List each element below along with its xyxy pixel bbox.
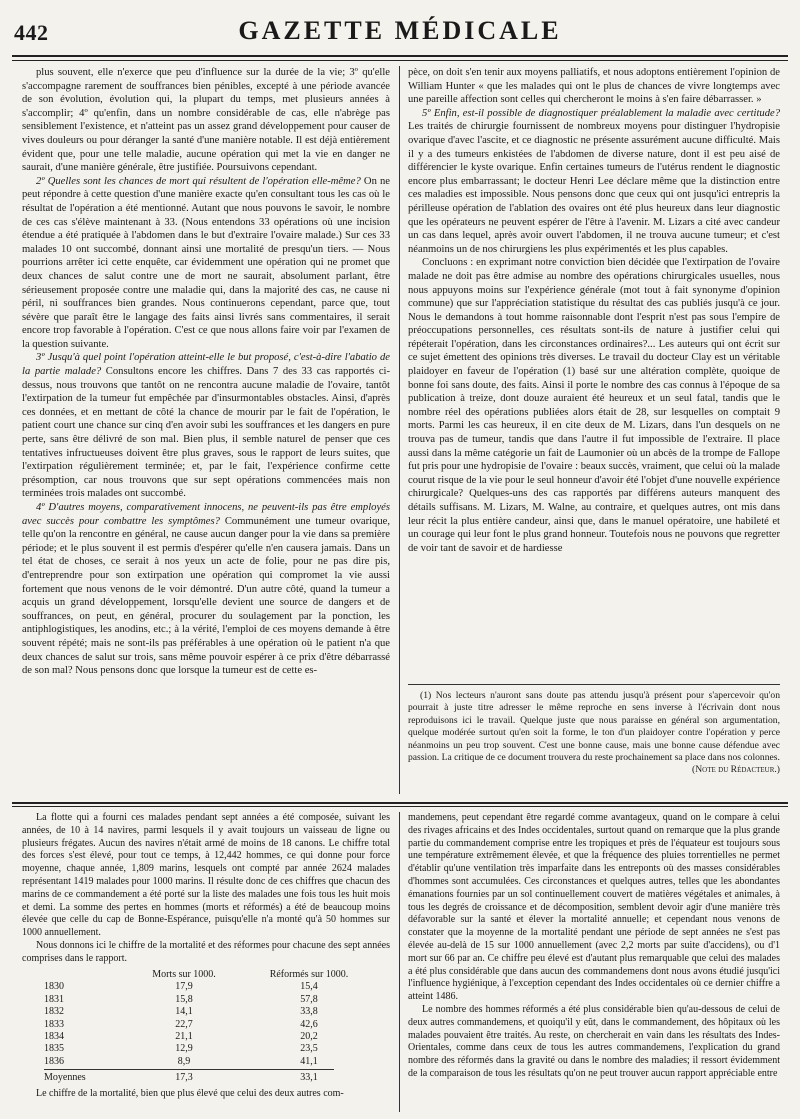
table-row — [44, 1019, 390, 1031]
average-morts: 17,3 — [175, 1072, 193, 1084]
table-rule — [44, 1069, 334, 1070]
row-morts: 8,9 — [177, 1055, 191, 1067]
row-year: 1832 — [44, 1006, 64, 1018]
table-average-row — [44, 1072, 390, 1084]
section-rule-thin — [12, 806, 788, 807]
footnote — [408, 690, 780, 794]
question-4: 4º D'autres moyens, comparativement innocens, ne peuvent-ils pas être employés avec succès pour combattre les symptômes? — [22, 502, 390, 527]
table-rows — [44, 981, 390, 1068]
question-3: 3º Jusqu'à quel point l'opération atteint-elle le but proposé, c'est-à-dire l'abatio de la partie malade? — [22, 352, 390, 378]
row-reformes: 33,8 — [300, 1006, 318, 1018]
footnote-signature: (Note du Rédacteur.) — [692, 764, 780, 776]
paragraph-reformes: Le nombre des hommes réformés a été plus considérable bien qu'au-dessous de celui de deux autres commandemens, et quoiqu'il y eût, dans le commandement, des hôpitaux où les malades pouvaient être traités. Au reste, on chercherait en vain dans les résultats des Indes-Orientales, comme dans ceux de tous les autres commandemens, l'explication du grand nombre des réformés dans la gravité ou dans le nombre des maladies; il ressort évidemment de la comparaison de tous les résultats qu'on ne peut trouver aucun rapport appréciable entre — [408, 1003, 780, 1079]
row-year: 1835 — [44, 1043, 64, 1055]
row-morts: 17,9 — [175, 981, 193, 993]
row-year: 1830 — [44, 981, 64, 993]
question-2: 2º Quelles sont les chances de mort qui résultent de l'opération elle-même? — [36, 175, 361, 187]
footnote-rule — [408, 684, 780, 685]
row-morts: 14,1 — [175, 1006, 193, 1018]
row-year: 1834 — [44, 1030, 64, 1042]
table-row — [44, 1056, 390, 1068]
paragraph-6 — [408, 107, 780, 257]
column-top-left — [22, 66, 390, 794]
paragraph-conclusion: Concluons : en exprimant notre conviction bien décidée que l'extirpation de l'ovaire malade ne doit pas être admise au nombre des opérations chirurgicales usuelles, nous nous appuyons moins sur l'expérience générale (mot tout à fait synonyme d'opinion commune) que sur l'appréciation statistique du résultat des cas publiés jusqu'à ce jour. Nous le demandons à tout homme raisonnable dont l'esprit n'est pas sous l'empire de préoccupations personnelles, ces résultats sont-ils de nature à justifier celui qui répéterait l'opération, dans les circonstances ordinaires?... Les auteurs qui ont écrit sur ce sujet émettent des opinions très diverses. Le travail du docteur Clay est un véritable plaidoyer en faveur de l'opération (1) basé sur une altération complète, quoique de bonne foi sans doute, des faits. Ainsi il porte le nombre des cas connus à l'époque de sa publication à treize, dont douze auraient été heureux et un seul fatal, tandis que le nombre réel des opérations publiées alors était de 28, sur lesquelles on comptait 9 morts. Parmi les cas heureux, il en cite deux de M. Lizars, dans l'un desquels on ne trouva pas de tumeur, tandis que dans l'autre il fut impossible de l'extraire. Il place aussi dans la même catégorie un fait de Laumonier où un abcès de la trompe de Fallope fut pris pour une hydropisie de l'ovaire : beaux succès, vraiment, que celui où la malade courut risque de la vie pour le seul honneur d'avoir été l'objet d'une nouvelle expérience chirurgicale? Quelques-uns des cas rapportés par différens auteurs manquent des détails suffisans. M. Lizars, M. Walne, au contraire, et quelques autres, ont mis dans leur récit la plus entière candeur, ainsi que, dans le manuel opératoire, une habileté et un courage qui leur font le plus grand honneur. Toutefois nous ne pouvons que regretter de voir tant de savoir et de hardiesse — [408, 257, 780, 554]
table-row — [44, 981, 390, 993]
paragraph-1: plus souvent, elle n'exerce que peu d'influence sur la durée de la vie; 3º qu'elle s'accompagne rarement de souffrances bien pénibles, excepté à une période avancée de son évolution, évolution qui, la plupart du temps, met plusieurs années à s'accomplir; 4º qu'enfin, dans un nombre considérable de cas, elle n'abrège pas sensiblement l'existence, et n'atteint pas un assez grand développement pour causer de vives douleurs ou pour déranger la santé d'une manière notable. Il est déjà entièrement évident que, pour une telle maladie, aucune opération qui met la vie en danger ne saurait, d'une manière générale, être justifiée. Poursuivons cependant. — [22, 67, 390, 174]
column-bottom-left — [22, 812, 390, 1112]
paragraph-fleet: La flotte qui a fourni ces malades pendant sept années a été composée, suivant les années, de 10 à 14 navires, parmi lesquels il y avait toujours un vaisseau de ligne ou plusieurs frégates. Aucun des navires n'était armé de moins de 18 canons. Le chiffre total des forces s'est élevé, pour tout ce temps, à 12,442 hommes, ce qui donne pour force moyenne, chaque année, 1,809 marins, lesquels ont compté par année 2624 malades représentant 1419 malades pour 1000 marins. Il résulte donc de ces chiffres que chacun des marins de ce commandement a été porté sur la liste des malades une fois tous les huit mois et demi. La somme des pertes en hommes (morts et réformés) a été de beaucoup moins élevée que celle du cap de Bonne-Espérance, puisqu'elle n'a monté qu'à 50 hommes sur 1000 annuellement. — [22, 812, 390, 939]
table-row — [44, 1006, 390, 1018]
row-reformes: 42,6 — [300, 1018, 318, 1030]
header-reformes: Réformés sur 1000. — [269, 968, 349, 980]
row-morts: 21,1 — [175, 1030, 193, 1042]
answer-3: Consultons encore les chiffres. Dans 7 des 33 cas rapportés ci-dessus, nous trouvons que tantôt on ne rencontra aucune maladie de l'ovaire, tantôt l'extirpation de la tumeur fut empêchée par d'insurmontables obstacles. Ainsi, d'après ces données, et en mettant de côté la chance de mourir par le fait de l'opération, le patient court une chance sur cinq d'en avoir subi les souffrances et les dangers en pure perte, sans être délivré de son mal. Bien plus, il semble naturel de penser que ces tentatives infructueuses doivent être plus graves, sous le rapport de leurs suites, que l'extirpation régulièrement terminée; et, par le fait, l'expérience confirme cette présomption, car nous trouvons que sur sept opérations commencées mais non terminées trois malades ont succombé. — [22, 366, 390, 500]
row-morts: 15,8 — [175, 993, 193, 1005]
footnote-text: (1) Nos lecteurs n'auront sans doute pas attendu jusqu'à présent pour s'apercevoir qu'on pourrait à juste titre adresser le même reproche en sens inverse à l'écrivain dont nous reproduisons ici le travail. Quelque juste que nous paraisse en général son argumentation, quelque modérée surtout qu'en soit la forme, le ton d'un plaidoyer contre l'opération y perce néanmoins un peu trop souvent. C'est une bonne cause, mais une bonne cause défendue avec passion. La critique de ce document trouvera du reste prochainement sa place dans nos colonnes. — [408, 690, 780, 764]
answer-2: On ne peut répondre à cette question d'une manière exacte qu'en consultant tous les cas où le résultat de l'opération a été mentionné. Autant que nous pouvons le savoir, le nombre de ces cas s'élève maintenant à 33. (Nous entendons 33 opérations où une incision étendue a été pratiquée à l'abdomen dans le but d'extraire l'ovaire malade.) Sur ces 33 malades 10 ont succombé, donnant ainsi une mortalité de presqu'un tiers. — Nous pourrions arrêter ici cette enquête, car évidemment une opération qui ne promet que deux chances de salut contre une de mort ne saurait, absolument parlant, être sérieusement proposée contre une maladie qui, dans la majorité des cas, ne cause ni péril, ni souffrances bien grandes. Nous continuerons cependant, parce que, tout sévère que paraît être le langage des faits ainsi livrés sans commentaires, il serait encore trop favorable à l'opération. C'est ce que nous allons faire voir par l'examen de la question suivante. — [22, 175, 390, 350]
row-year: 1836 — [44, 1055, 64, 1067]
header-rule-thin — [12, 60, 788, 61]
paragraph-2 — [22, 175, 390, 352]
paragraph-table-intro: Nous donnons ici le chiffre de la mortalité et des réformes pour chacune des sept années comprises dans le rapport. — [22, 939, 390, 964]
paragraph-mortality: Le chiffre de la mortalité, bien que plus élevé que celui des deux autres com- — [36, 1087, 344, 1099]
mortality-table — [44, 969, 390, 1085]
average-reformes: 33,1 — [300, 1072, 318, 1084]
column-top-right — [408, 66, 780, 678]
table-row — [44, 1031, 390, 1043]
page-number: 442 — [14, 20, 49, 45]
row-reformes: 23,5 — [300, 1043, 318, 1055]
question-5: 5º Enfin, est-il possible de diagnostiquer préalablement la maladie avec certitude? — [422, 107, 780, 119]
column-divider-bottom — [399, 812, 400, 1112]
answer-5: Les traités de chirurgie fournissent de nombreux moyens pour distinguer l'hydropisie ovarique d'avec l'ascite, et ce diagnostic ne présente assurément aucune difficulté. Mais il y a des tumeurs enkistées de l'abdomen de diverse nature, dont il est peu aisé de différencier le kyste ovarique. Enfin certaines tumeurs de l'utérus rendent le diagnostic encore plus embarrassant; le docteur Henri Lee déclare même que la distinction entre ces maladies est impossible. Nous pensons donc que ceux qui ont jusqu'ici entrepris la périlleuse opération de l'ablation des ovaires ont été plus heureux dans leur diagnostic que les opérateurs ne peuvent espérer de l'être à l'avenir. M. Lizars a cité avec candeur un cas dans lequel, après avoir ouvert l'abdomen, il ne trouva aucune tumeur; et c'est néanmoins un de nos chirurgiens les plus expérimentés et les plus capables. — [408, 121, 780, 255]
row-morts: 22,7 — [175, 1018, 193, 1030]
section-rule — [12, 802, 788, 804]
header-morts: Morts sur 1000. — [152, 968, 216, 980]
row-year: 1831 — [44, 993, 64, 1005]
row-reformes: 57,8 — [300, 993, 318, 1005]
column-divider — [399, 66, 400, 794]
average-label: Moyennes — [44, 1072, 86, 1084]
row-reformes: 15,4 — [300, 981, 318, 993]
header-rule — [12, 55, 788, 57]
table-row — [44, 994, 390, 1006]
paragraph-commandemens: mandemens, peut cependant être regardé comme avantageux, quand on le compare à celui des rivages africains et des Indes occidentales, surtout quand on remarque que la plus grande partie du commandement comprise entre les tropiques et près de l'équateur est toujours sous une température extrêmement élevée, et que la fréquence des pluies torrentielles ne permet d'établir qu'une ventilation très imparfaite dans les entreponts où des masses considérables d'hommes sont accumulées. Ces circonstances et quelques autres, telles que les abondantes émanations fournies par un sol continuellement couvert de matières végétales et animales, à tous les degrés de croissance et de décomposition, semblent devoir agir d'une manière très défavorable sur la santé et élever la mortalité annuelle; et cependant nous venons de constater que la moyenne de la mortalité pendant une période de sept années ne s'est pas élevée au-delà de 15 sur 1000 annuellement (avec 2,2 morts par suite d'accidens), ou d'1 mort sur 66 par an. Ce chiffre peu élevé est d'autant plus remarquable que celui des malades a été plus considérable que dans aucun des commandemens dont nous avons étudié jusqu'ici l'influence hygiénique, à l'exception cependant des Indes occidentales où ce dernier chiffre a atteint 1486. — [408, 812, 780, 1003]
paragraph-4 — [22, 501, 390, 678]
running-head-title: GAZETTE MÉDICALE — [238, 16, 562, 45]
row-reformes: 41,1 — [300, 1055, 318, 1067]
paragraph-5: pèce, on doit s'en tenir aux moyens palliatifs, et nous adoptons entièrement l'opinion de William Hunter « que les malades qui ont le plus de chances de vivre longtemps avec une pareille affection sont celles qui chercheront le moins à s'en faire débarrasser. » — [408, 67, 780, 106]
column-bottom-right — [408, 812, 780, 1112]
row-year: 1833 — [44, 1018, 64, 1030]
answer-4: Communément une tumeur ovarique, telle qu'on la rencontre en général, ne cause aucun danger pour la vie dans sa première période; et le plus souvent il est permis d'espérer qu'elle n'en causera jamais. Dans un tel état de choses, ce serait à nos yeux un acte de folie, pour ne pas dire pis, d'entreprendre pour son extirpation une opération qui compromet la vie aussi fortement que nous venons de le voir démontré. D'un autre côté, quand la tumeur a acquis un grand développement, lorsqu'elle devient une source de dangers et de souffrances, on peut, en général, procurer du soulagement par la ponction, les antiphlogistiques, les anodins, etc.; à la vérité, l'emploi de ces moyens demande à être souvent répété; mais ne sont-ils pas préférables à une opération où le patient n'a que deux chances de salut sur trois, sans même pouvoir espérer à ce prix d'être débarrassé de son mal? Nous pensons donc que lorsque la tumeur est de cette es- — [22, 515, 390, 677]
row-reformes: 20,2 — [300, 1030, 318, 1042]
table-header — [44, 969, 390, 982]
row-morts: 12,9 — [175, 1043, 193, 1055]
paragraph-3 — [22, 351, 390, 501]
table-row — [44, 1043, 390, 1055]
